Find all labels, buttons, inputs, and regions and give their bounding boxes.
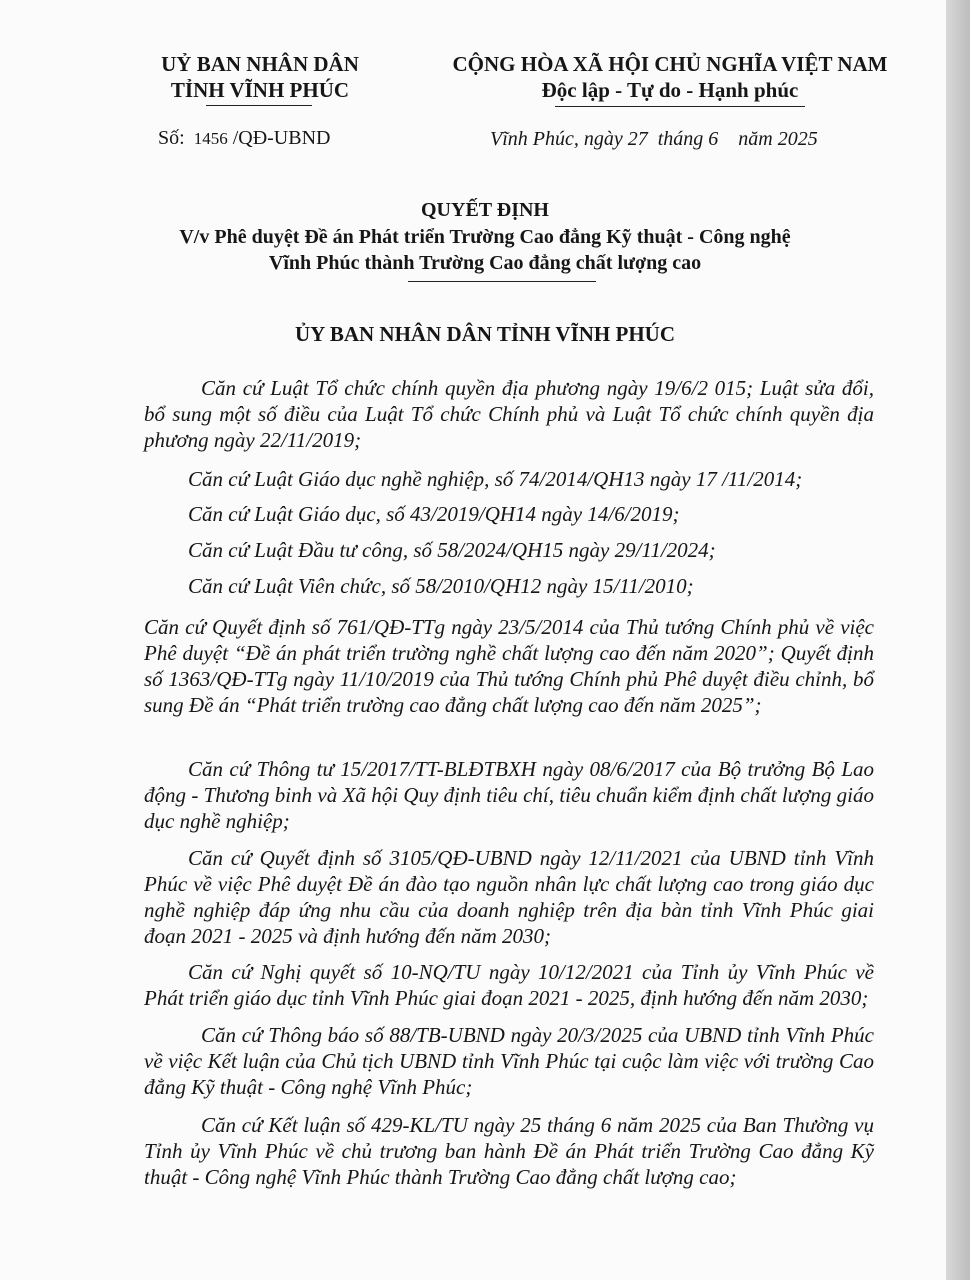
basis-item-4: Căn cứ Luật Đầu tư công, số 58/2024/QH15 ngày 29/11/2024; (188, 538, 716, 562)
basis-item-1: Căn cứ Luật Tổ chức chính quyền địa phương ngày 19/6/2 015; Luật sửa đổi, bổ sung một số điều của Luật Tổ chức Chính phủ và Luật Tổ chức chính quyền địa phương ngày 22/11/2019; (144, 376, 874, 452)
number-prefix: Số: (158, 127, 185, 149)
document-date: Vĩnh Phúc, ngày 27 tháng 6 năm 2025 (490, 128, 818, 150)
issuer-heading: ỦY BAN NHÂN DÂN TỈNH VĨNH PHÚC (295, 322, 675, 346)
motto-underline (555, 106, 805, 107)
basis-item-5: Căn cứ Luật Viên chức, số 58/2010/QH12 ngày 15/11/2010; (188, 574, 694, 598)
basis-item-3: Căn cứ Luật Giáo dục, số 43/2019/QH14 ngày 14/6/2019; (188, 502, 680, 526)
agency-name-line2: TỈNH VĨNH PHÚC (170, 78, 350, 102)
decision-title: QUYẾT ĐỊNH (421, 199, 549, 221)
basis-item-9: Căn cứ Nghị quyết số 10-NQ/TU ngày 10/12/2021 của Tỉnh ủy Vĩnh Phúc về Phát triển giáo dục tỉnh Vĩnh Phúc giai đoạn 2021 - 2025, định hướng đến năm 2030; (144, 960, 874, 1010)
document-number (158, 127, 330, 150)
decision-subject-line1: V/v Phê duyệt Đề án Phát triển Trường Cao đẳng Kỹ thuật - Công nghệ (179, 226, 791, 248)
number-suffix: /QĐ-UBND (232, 127, 331, 149)
basis-item-11: Căn cứ Kết luận số 429-KL/TU ngày 25 tháng 6 năm 2025 của Ban Thường vụ Tỉnh ủy Vĩnh Phúc về chủ trương ban hành Đề án Phát triển Trường Cao đẳng Kỹ thuật - Công nghệ Vĩnh Phúc thành Trường Cao đẳng chất lượng cao; (144, 1113, 874, 1189)
national-title: CỘNG HÒA XÃ HỘI CHỦ NGHĨA VIỆT NAM (452, 52, 888, 76)
basis-item-2: Căn cứ Luật Giáo dục nghề nghiệp, số 74/2014/QH13 ngày 17 /11/2014; (188, 467, 803, 491)
agency-name-line1: UỶ BAN NHÂN DÂN (161, 52, 359, 76)
number-value: 1456 (193, 129, 228, 148)
subject-underline (408, 281, 596, 282)
national-motto: Độc lập - Tự do - Hạnh phúc (541, 78, 799, 102)
basis-item-10: Căn cứ Thông báo số 88/TB-UBND ngày 20/3/2025 của UBND tỉnh Vĩnh Phúc về việc Kết luận của Chủ tịch UBND tỉnh Vĩnh Phúc tại cuộc làm việc với trường Cao đẳng Kỹ thuật - Công nghệ Vĩnh Phúc; (144, 1023, 874, 1099)
page-edge-shadow (946, 0, 970, 1280)
basis-item-7: Căn cứ Thông tư 15/2017/TT-BLĐTBXH ngày 08/6/2017 của Bộ trưởng Bộ Lao động - Thương binh và Xã hội Quy định tiêu chí, tiêu chuẩn kiểm định chất lượng giáo dục nghề nghiệp; (144, 757, 874, 833)
agency-underline (206, 105, 312, 106)
basis-item-8: Căn cứ Quyết định số 3105/QĐ-UBND ngày 12/11/2021 của UBND tỉnh Vĩnh Phúc về việc Phê duyệt Đề án đào tạo nguồn nhân lực chất lượng cao trong giáo dục nghề nghiệp đáp ứng nhu cầu của doanh nghiệp trên địa bàn tỉnh Vĩnh Phúc giai đoạn 2021 - 2025 và định hướng đến năm 2030; (144, 846, 874, 948)
decision-subject-line2: Vĩnh Phúc thành Trường Cao đẳng chất lượng cao (268, 252, 702, 274)
basis-item-6: Căn cứ Quyết định số 761/QĐ-TTg ngày 23/5/2014 của Thủ tướng Chính phủ về việc Phê duyệt “Đề án phát triển trường nghề chất lượng cao đến năm 2020”; Quyết định số 1363/QĐ-TTg ngày 11/10/2019 của Thủ tướng Chính phủ Phê duyệt điều chỉnh, bổ sung Đề án “Phát triển trường cao đẳng chất lượng cao đến năm 2025”; (144, 615, 874, 717)
